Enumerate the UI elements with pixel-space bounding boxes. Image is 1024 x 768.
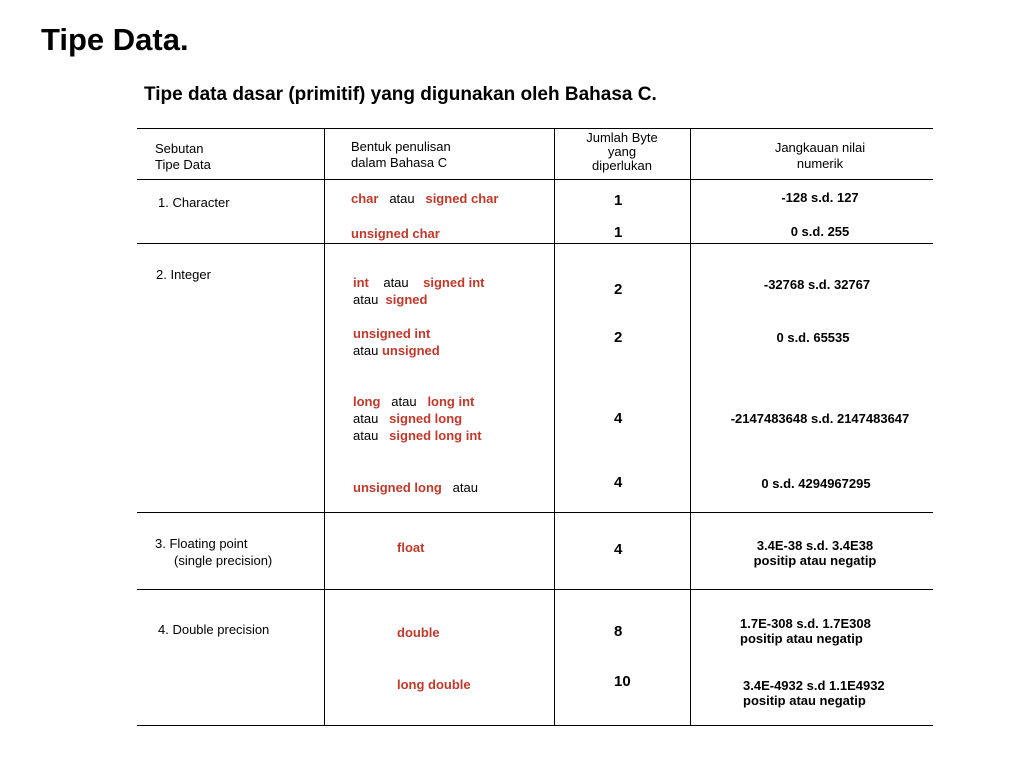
header-byte-size: Jumlah Byte yang diperlukan bbox=[586, 130, 658, 173]
column-divider bbox=[554, 128, 555, 725]
byte-long-double: 10 bbox=[614, 673, 631, 690]
header-type-name: Sebutan Tipe Data bbox=[155, 141, 211, 172]
syntax-double: double bbox=[397, 625, 440, 640]
syntax-unsigned-char: unsigned char bbox=[351, 226, 440, 241]
syntax-long: long atau long int atau signed long atau signed long int bbox=[353, 394, 482, 443]
row-divider bbox=[137, 243, 933, 244]
table-border-top bbox=[137, 128, 933, 129]
syntax-char: char atau signed char bbox=[351, 191, 499, 206]
type-label-integer: 2. Integer bbox=[156, 267, 211, 282]
header-value-range: Jangkauan nilai numerik bbox=[774, 140, 866, 171]
syntax-float: float bbox=[397, 540, 425, 555]
page-title: Tipe Data. bbox=[41, 22, 189, 57]
row-divider bbox=[137, 589, 933, 590]
syntax-long-double: long double bbox=[397, 677, 471, 692]
byte-char: 1 bbox=[614, 192, 623, 209]
range-unsigned-long: 0 s.d. 4294967295 bbox=[761, 476, 871, 491]
type-label-double: 4. Double precision bbox=[158, 622, 270, 637]
column-divider bbox=[690, 128, 691, 725]
range-float: 3.4E-38 s.d. 3.4E38 positip atau negatip bbox=[753, 538, 877, 568]
range-char: -128 s.d. 127 bbox=[781, 190, 859, 205]
byte-double: 8 bbox=[614, 623, 623, 640]
table-border-bottom bbox=[137, 725, 933, 726]
page-subtitle: Tipe data dasar (primitif) yang digunakan oleh Bahasa C. bbox=[144, 84, 657, 105]
range-int: -32768 s.d. 32767 bbox=[763, 277, 871, 292]
column-divider bbox=[324, 128, 325, 725]
type-label-character: 1. Character bbox=[158, 195, 230, 210]
byte-long: 4 bbox=[614, 410, 623, 427]
header-c-syntax: Bentuk penulisan dalam Bahasa C bbox=[351, 139, 451, 170]
row-divider bbox=[137, 179, 933, 180]
byte-int: 2 bbox=[614, 281, 623, 298]
syntax-int: int atau signed int atau signed bbox=[353, 275, 485, 307]
row-divider bbox=[137, 512, 933, 513]
range-unsigned-char: 0 s.d. 255 bbox=[790, 224, 850, 239]
range-double: 1.7E-308 s.d. 1.7E308 positip atau negatip bbox=[740, 616, 871, 646]
range-long-double: 3.4E-4932 s.d 1.1E4932 positip atau negatip bbox=[743, 678, 885, 708]
range-unsigned-int: 0 s.d. 65535 bbox=[776, 330, 850, 345]
type-label-float: 3. Floating point (single precision) bbox=[155, 536, 273, 568]
byte-unsigned-char: 1 bbox=[614, 224, 623, 241]
byte-unsigned-int: 2 bbox=[614, 329, 623, 346]
syntax-unsigned-int: unsigned int atau unsigned bbox=[353, 326, 440, 358]
syntax-unsigned-long: unsigned long atau bbox=[353, 480, 478, 495]
range-long: -2147483648 s.d. 2147483647 bbox=[730, 411, 910, 426]
byte-float: 4 bbox=[614, 541, 623, 558]
byte-unsigned-long: 4 bbox=[614, 474, 623, 491]
